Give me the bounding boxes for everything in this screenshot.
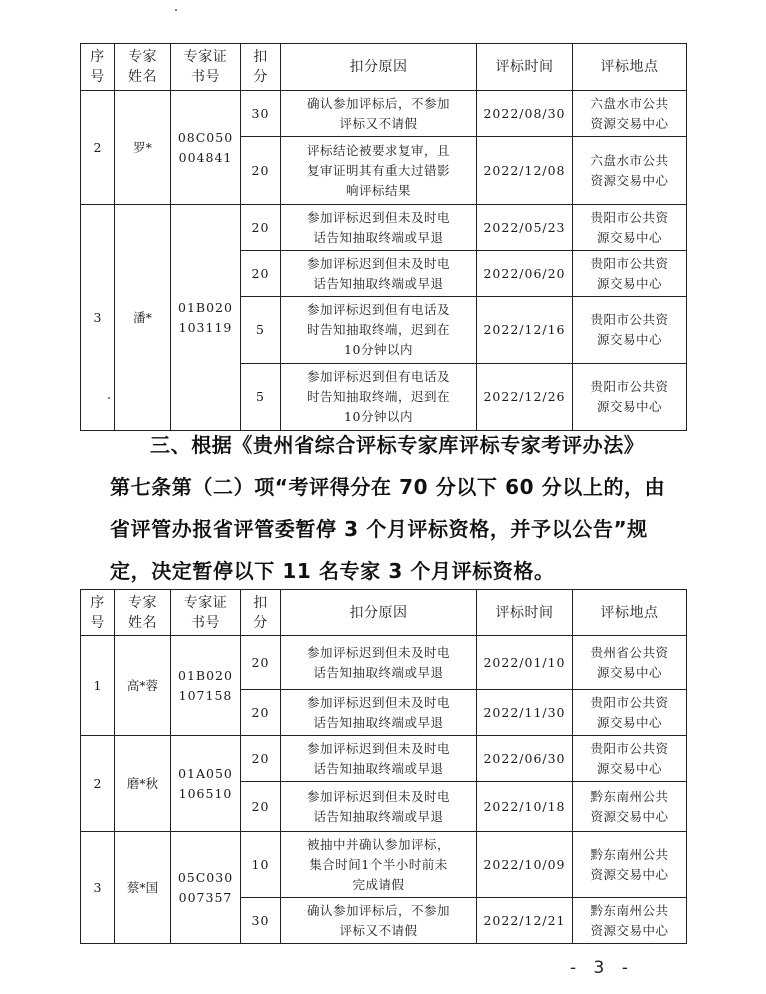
table-header-row: [81, 590, 687, 636]
header-time: 评标时间: [477, 44, 573, 91]
deduct-reason: 参加评标迟到但未及时电 话告知抽取终端或早退: [281, 690, 477, 736]
header-reason: 扣分原因: [281, 590, 477, 636]
deduct-reason: 确认参加评标后，不参加 评标又不请假: [281, 898, 477, 944]
table-row: [81, 832, 687, 898]
header-time: 评标时间: [477, 590, 573, 636]
row-index: 1: [81, 636, 115, 736]
cert-number: 01B020 103119: [171, 205, 241, 431]
header-deduct: 扣 分: [241, 590, 281, 636]
table-header-row: [81, 44, 687, 91]
header-index: 序 号: [81, 590, 115, 636]
eval-time: 2022/12/21: [477, 898, 573, 944]
paragraph-line: 三、根据《贵州省综合评标专家库评标专家考评办法》: [150, 433, 645, 457]
deduct-points: 5: [241, 297, 281, 364]
eval-time: 2022/01/10: [477, 636, 573, 690]
paragraph-line: 第七条第（二）项“考评得分在 70 分以下 60 分以上的，由: [110, 475, 666, 499]
row-index: 3: [81, 832, 115, 944]
header-cert: 专家证 书号: [171, 590, 241, 636]
header-reason: 扣分原因: [281, 44, 477, 91]
deduct-points: 20: [241, 636, 281, 690]
deduct-points: 10: [241, 832, 281, 898]
deduct-points: 30: [241, 91, 281, 137]
eval-place: 六盘水市公共 资源交易中心: [573, 137, 687, 205]
eval-time: 2022/12/08: [477, 137, 573, 205]
table-row: [81, 636, 687, 690]
eval-place: 贵阳市公共资 源交易中心: [573, 251, 687, 297]
header-place: 评标地点: [573, 44, 687, 91]
eval-time: 2022/08/30: [477, 91, 573, 137]
header-name: 专家 姓名: [115, 44, 171, 91]
eval-place: 黔东南州公共 资源交易中心: [573, 782, 687, 832]
eval-time: 2022/06/20: [477, 251, 573, 297]
cert-number: 01B020 107158: [171, 636, 241, 736]
expert-name: 潘*: [115, 205, 171, 431]
table-row: [81, 91, 687, 137]
deduct-reason: 评标结论被要求复审，且 复审证明其有重大过错影 响评标结果: [281, 137, 477, 205]
eval-time: 2022/05/23: [477, 205, 573, 251]
deduct-reason: 参加评标迟到但未及时电 话告知抽取终端或早退: [281, 736, 477, 782]
expert-name: 罗*: [115, 91, 171, 205]
eval-time: 2022/10/18: [477, 782, 573, 832]
deduct-points: 20: [241, 690, 281, 736]
row-index: 3: [81, 205, 115, 431]
header-index: 序 号: [81, 44, 115, 91]
paragraph-line: 省评管办报省评管委暂停 3 个月评标资格，并予以公告”规: [110, 517, 648, 541]
cert-number: 05C030 007357: [171, 832, 241, 944]
expert-name: 蔡*国: [115, 832, 171, 944]
eval-place: 黔东南州公共 资源交易中心: [573, 898, 687, 944]
header-cert: 专家证 书号: [171, 44, 241, 91]
cert-number: 01A050 106510: [171, 736, 241, 832]
deduct-reason: 参加评标迟到但未及时电 话告知抽取终端或早退: [281, 782, 477, 832]
table-row: [81, 736, 687, 782]
eval-place: 黔东南州公共 资源交易中心: [573, 832, 687, 898]
deduct-points: 20: [241, 251, 281, 297]
page-number: - 3 -: [570, 958, 634, 978]
penalty-table-continued: [80, 43, 687, 431]
header-deduct: 扣 分: [241, 44, 281, 91]
deduct-points: 30: [241, 898, 281, 944]
deduct-reason: 参加评标迟到但未及时电 话告知抽取终端或早退: [281, 636, 477, 690]
deduct-reason: 参加评标迟到但有电话及 时告知抽取终端，迟到在 10分钟以内: [281, 297, 477, 364]
deduct-reason: 参加评标迟到但有电话及 时告知抽取终端，迟到在 10分钟以内: [281, 364, 477, 431]
deduct-reason: 参加评标迟到但未及时电 话告知抽取终端或早退: [281, 251, 477, 297]
suspension-table: [80, 589, 687, 944]
deduct-reason: 被抽中并确认参加评标， 集合时间1个半小时前未 完成请假: [281, 832, 477, 898]
eval-place: 贵阳市公共资 源交易中心: [573, 297, 687, 364]
header-place: 评标地点: [573, 590, 687, 636]
deduct-reason: 确认参加评标后，不参加 评标又不请假: [281, 91, 477, 137]
eval-time: 2022/12/26: [477, 364, 573, 431]
eval-place: 贵阳市公共资 源交易中心: [573, 364, 687, 431]
row-index: 2: [81, 91, 115, 205]
body-paragraph: [110, 424, 700, 592]
eval-place: 贵阳市公共资 源交易中心: [573, 205, 687, 251]
header-name: 专家 姓名: [115, 590, 171, 636]
deduct-points: 20: [241, 782, 281, 832]
eval-time: 2022/11/30: [477, 690, 573, 736]
table-row: [81, 205, 687, 251]
deduct-points: 20: [241, 736, 281, 782]
eval-time: 2022/06/30: [477, 736, 573, 782]
expert-name: 磨*秋: [115, 736, 171, 832]
eval-place: 贵阳市公共资 源交易中心: [573, 736, 687, 782]
eval-time: 2022/10/09: [477, 832, 573, 898]
deduct-points: 20: [241, 205, 281, 251]
scan-speck: [108, 397, 110, 399]
eval-time: 2022/12/16: [477, 297, 573, 364]
expert-name: 高*蓉: [115, 636, 171, 736]
deduct-reason: 参加评标迟到但未及时电 话告知抽取终端或早退: [281, 205, 477, 251]
eval-place: 贵州省公共资 源交易中心: [573, 636, 687, 690]
row-index: 2: [81, 736, 115, 832]
paragraph-line: 定，决定暂停以下 11 名专家 3 个月评标资格。: [110, 559, 555, 583]
cert-number: 08C050 004841: [171, 91, 241, 205]
scan-speck: [175, 9, 177, 11]
deduct-points: 5: [241, 364, 281, 431]
eval-place: 六盘水市公共 资源交易中心: [573, 91, 687, 137]
eval-place: 贵阳市公共资 源交易中心: [573, 690, 687, 736]
deduct-points: 20: [241, 137, 281, 205]
